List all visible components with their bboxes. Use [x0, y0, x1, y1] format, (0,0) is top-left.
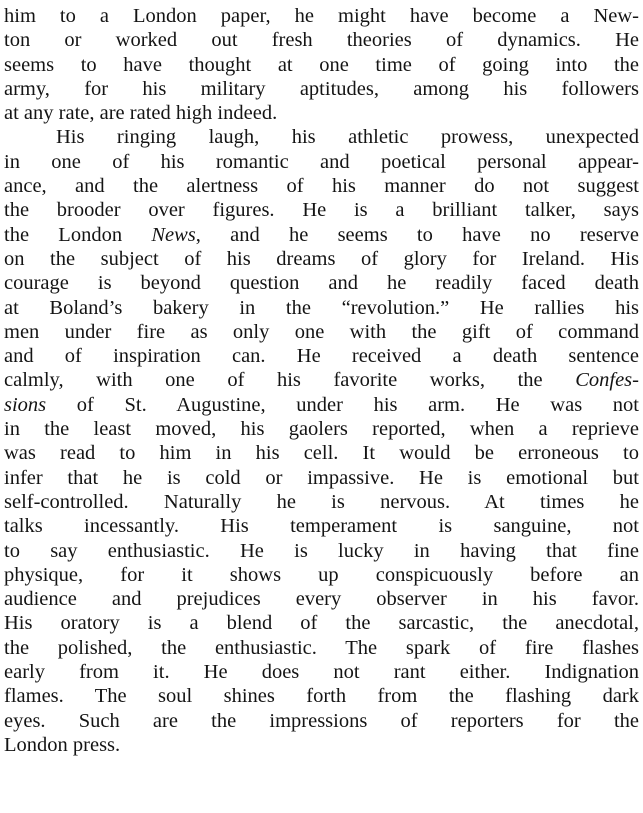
paragraph-1 — [4, 4, 639, 125]
text-run: of St. Augustine, under his arm. He was not — [46, 393, 639, 416]
text-line — [4, 368, 639, 392]
text-line: the polished, the enthusiastic. The spark of fire flashes — [4, 636, 639, 659]
text-line: eyes. Such are the impressions of reporters for the — [4, 709, 639, 732]
text-line: at any rate, are rated high indeed. — [4, 102, 278, 125]
text-line: ton or worked out fresh theories of dynamics. He — [4, 29, 639, 52]
text-line: in the least moved, his gaolers reported, when a reprieve — [4, 418, 639, 441]
text-line: infer that he is cold or impassive. He is emotional but — [4, 466, 639, 489]
text-line: His oratory is a blend of the sarcastic, the anecdotal, — [4, 612, 639, 635]
text-line: talks incessantly. His temperament is sanguine, not — [4, 515, 639, 538]
text-line: courage is beyond question and he readily faced death — [4, 272, 639, 295]
text-line: flames. The soul shines forth from the flashing dark — [4, 685, 639, 708]
text-run: , and he seems to have no reserve — [195, 223, 639, 246]
text-line: at Boland’s bakery in the “revolution.” He rallies his — [4, 296, 639, 319]
text-line: audience and prejudices every observer in his favor. — [4, 588, 639, 611]
italic-title: News — [151, 223, 196, 246]
text-line: ance, and the alertness of his manner do not suggest — [4, 175, 639, 198]
text-line — [4, 393, 639, 417]
text-line: the brooder over figures. He is a brilliant talker, says — [4, 199, 639, 222]
text-line: on the subject of his dreams of glory for Ireland. His — [4, 247, 639, 270]
text-line: physique, for it shows up conspicuously before an — [4, 563, 639, 586]
text-line: men under fire as only one with the gift of command — [4, 320, 639, 343]
text-line: was read to him in his cell. It would be erroneous to — [4, 442, 639, 465]
text-line — [4, 223, 639, 247]
text-line: and of inspiration can. He received a death sentence — [4, 345, 639, 368]
text-line: early from it. He does not rant either. Indignation — [4, 661, 639, 684]
text-line: in one of his romantic and poetical personal appear- — [4, 150, 639, 173]
text-line: His ringing laugh, his athletic prowess, unexpected — [56, 126, 639, 149]
text-line: seems to have thought at one time of going into the — [4, 53, 639, 76]
text-run: calmly, with one of his favorite works, the — [4, 369, 576, 392]
text-line: London press. — [4, 733, 121, 756]
italic-title: sions — [4, 393, 47, 416]
text-line: self-controlled. Naturally he is nervous. At times he — [4, 490, 639, 513]
italic-title: Confes- — [575, 369, 639, 392]
text-line: to say enthusiastic. He is lucky in having that fine — [4, 539, 639, 562]
paragraph-2 — [4, 125, 639, 757]
text-line: army, for his military aptitudes, among his followers — [4, 77, 639, 100]
text-line: him to a London paper, he might have become a New- — [4, 5, 639, 27]
text-run: the London — [4, 223, 152, 246]
